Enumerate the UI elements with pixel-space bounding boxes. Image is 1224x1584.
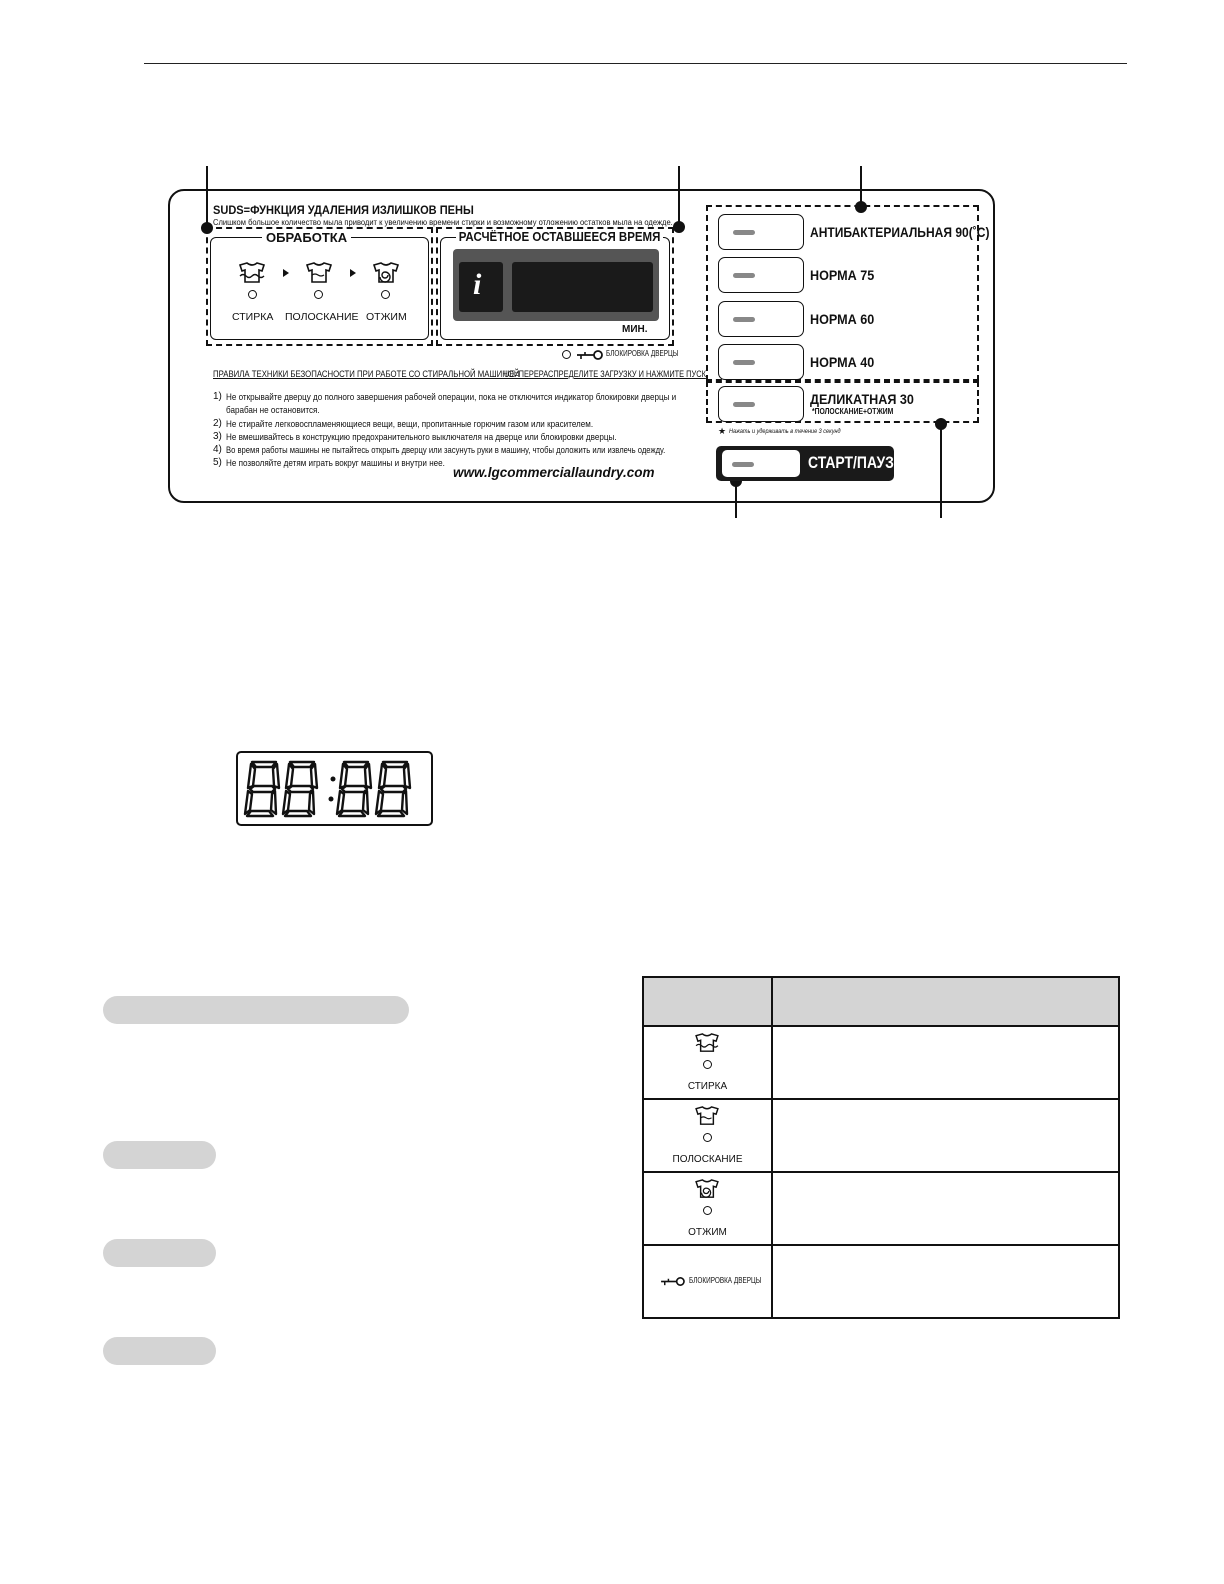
time-unit: МИН. (622, 324, 648, 335)
rinse-shirt-icon (305, 262, 333, 284)
spin-lamp (381, 290, 390, 299)
time-title: РАСЧЁТНОЕ ОСТАВШЕЕСЯ ВРЕМЯ (456, 230, 663, 244)
rule-4-num: 4) (213, 444, 222, 455)
suds-title: SUDS=ФУНКЦИЯ УДАЛЕНИЯ ИЗЛИШКОВ ПЕНЫ (213, 203, 474, 217)
program-button-antibacterial[interactable] (718, 214, 804, 250)
suds-note: Слишком большое количество мыла приводит к увеличению времени стирки и возможному отложению остатков мыла на одежде. (213, 217, 673, 227)
table-header-row (643, 977, 1119, 1026)
program-label-antibacterial: АНТИБАКТЕРИАЛЬНАЯ 90(˚C) (810, 224, 990, 240)
program-label-normal-40: НОРМА 40 (810, 354, 875, 370)
page-top-rule (144, 63, 1127, 64)
subsection-header-bar (103, 1337, 216, 1365)
seven-segment-digits (238, 753, 431, 824)
time-screen (512, 262, 653, 312)
rule-1-num: 1) (213, 391, 222, 402)
start-pause-button[interactable] (716, 446, 904, 481)
table-icon-cell (643, 1172, 772, 1245)
process-box (210, 237, 429, 340)
table-icon-cell (643, 1099, 772, 1172)
program-led (733, 402, 755, 407)
door-lock-lamp (562, 350, 571, 359)
process-title: ОБРАБОТКА (262, 230, 351, 245)
website-link[interactable]: www.lgcommerciallaundry.com (453, 465, 655, 480)
arrow-right-icon (350, 269, 356, 277)
key-lock-icon (576, 349, 604, 361)
rule-2-num: 2) (213, 418, 222, 429)
table-row (643, 1099, 1119, 1172)
info-icon: i (473, 268, 482, 301)
wash-lamp (703, 1060, 712, 1069)
wash-shirt-icon (238, 262, 266, 284)
rinse-lamp (703, 1133, 712, 1142)
indicator-table (642, 976, 1120, 1319)
table-row-label: ОТЖИМ (688, 1227, 727, 1238)
seven-segment-display (236, 751, 433, 826)
program-button-normal-60[interactable] (718, 301, 804, 337)
safety-heading: ПРАВИЛА ТЕХНИКИ БЕЗОПАСНОСТИ ПРИ РАБОТЕ СО СТИРАЛЬНОЙ МАШИНОЙ (213, 369, 520, 380)
subsection-header-bar (103, 1239, 216, 1267)
program-button-normal-40[interactable] (718, 344, 804, 380)
program-led (733, 317, 755, 322)
table-row (643, 1026, 1119, 1099)
process-step-wash-label: СТИРКА (232, 311, 274, 323)
rule-5-text: Не позволяйте детям играть вокруг машины и внутри нее. (226, 458, 445, 468)
program-led (733, 230, 755, 235)
table-desc-cell (772, 1099, 1119, 1172)
arrow-right-icon (283, 269, 289, 277)
process-step-spin-label: ОТЖИМ (366, 311, 407, 323)
spin-lamp (703, 1206, 712, 1215)
rule-3-num: 3) (213, 431, 222, 442)
subsection-header-bar (103, 1141, 216, 1169)
start-pause-led (732, 462, 754, 467)
door-lock-label: БЛОКИРОВКА ДВЕРЦЫ (606, 349, 679, 358)
colon-dot (329, 797, 334, 802)
table-desc-cell (772, 1172, 1119, 1245)
rule-2-text: Не стирайте легковоспламеняющиеся вещи, вещи, пропитанные горючим газом или красителем. (226, 419, 594, 429)
program-button-normal-75[interactable] (718, 257, 804, 293)
table-row (643, 1172, 1119, 1245)
digit-8 (376, 762, 410, 816)
wash-lamp (248, 290, 257, 299)
program-label-normal-60: НОРМА 60 (810, 311, 875, 327)
table-icon-cell (643, 1026, 772, 1099)
table-header-cell (772, 977, 1119, 1026)
table-row-label: ПОЛОСКАНИЕ (672, 1154, 743, 1165)
spin-shirt-icon (372, 262, 400, 284)
spin-shirt-icon (694, 1179, 720, 1199)
table-desc-cell (772, 1026, 1119, 1099)
program-button-delicate[interactable] (718, 386, 804, 422)
star-icon: ★ (718, 426, 727, 436)
program-label-normal-75: НОРМА 75 (810, 267, 875, 283)
start-pause-label: СТАРТ/ПАУЗА (808, 453, 904, 472)
key-lock-icon (660, 1276, 686, 1287)
program-led (733, 273, 755, 278)
process-step-rinse-label: ПОЛОСКАНИЕ (285, 311, 359, 323)
table-icon-cell (643, 1245, 772, 1318)
table-row-label: СТИРКА (687, 1081, 728, 1092)
rule-3-text: Не вмешивайтесь в конструкцию предохранительного выключателя на дверце или блокировки дверцы. (226, 432, 617, 442)
section-header-bar (103, 996, 409, 1024)
table-row-label: БЛОКИРОВКА ДВЕРЦЫ (689, 1276, 762, 1285)
rinse-shirt-icon (694, 1106, 720, 1126)
table-desc-cell (772, 1245, 1119, 1318)
digit-8 (245, 762, 279, 816)
delicate-sublabel: *ПОЛОСКАНИЕ+ОТЖИМ (812, 407, 894, 416)
rule-4-text: Во время работы машины не пытайтесь открыть дверцу или засунуть руки в машину, чтобы доложить или извлечь одежду. (226, 445, 666, 455)
digit-8 (337, 762, 371, 816)
info-button[interactable] (459, 262, 503, 312)
rinse-lamp (314, 290, 323, 299)
table-header-cell (643, 977, 772, 1026)
rule-5-num: 5) (213, 457, 222, 468)
colon-dot (331, 777, 336, 782)
delicate-hold-note: Нажать и удерживать в течение 3 секунд (729, 428, 841, 435)
wash-shirt-icon (694, 1033, 720, 1053)
ue-note: UE=ПЕРЕРАСПРЕДЕЛИТЕ ЗАГРУЗКУ И НАЖМИТЕ ПУСК (504, 369, 706, 380)
rule-1-text: Не открывайте дверцу до полного завершения рабочей операции, пока не отключится индикатор блокировки дверцы и (226, 392, 677, 402)
table-row (643, 1245, 1119, 1318)
program-led (733, 360, 755, 365)
digit-8 (283, 762, 317, 816)
rule-1-text-cont: барабан не остановится. (226, 405, 320, 415)
program-label-delicate: ДЕЛИКАТНАЯ 30 (810, 391, 914, 407)
